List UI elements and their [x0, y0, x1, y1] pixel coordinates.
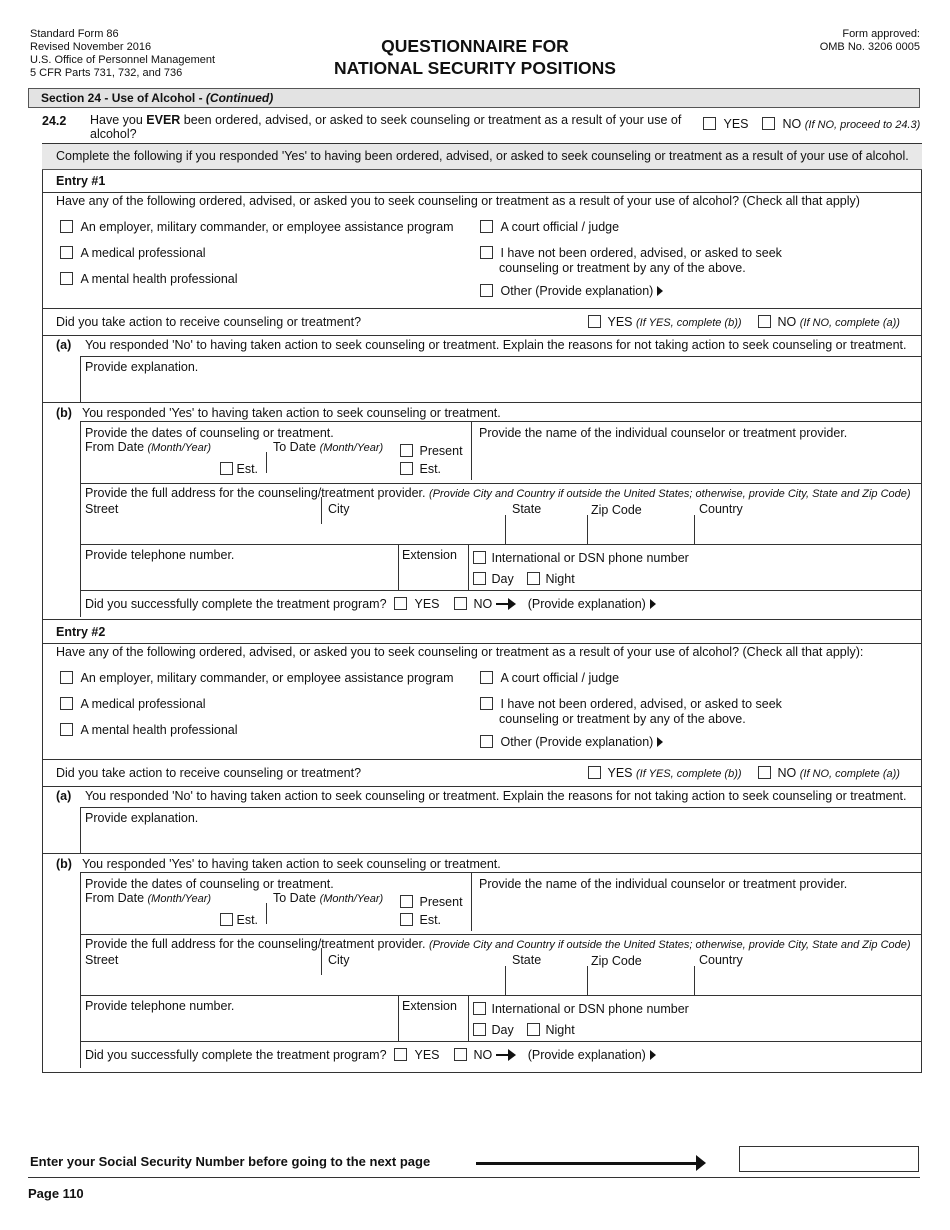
action-yes-note: (If YES, complete (b))	[635, 317, 742, 329]
present-label: Present	[419, 895, 463, 909]
option-employer	[60, 671, 454, 685]
form-number: Standard Form 86	[30, 28, 119, 40]
q-no-option	[762, 117, 920, 131]
divider	[80, 1041, 922, 1042]
from-est-checkbox[interactable]	[220, 462, 233, 475]
arrow-head-icon	[508, 598, 516, 610]
intl-option	[473, 1002, 689, 1016]
mental-label: A mental health professional	[80, 272, 238, 286]
entry-title: Entry #1	[56, 174, 106, 188]
part-a-label: (a)	[56, 789, 72, 803]
divider	[321, 497, 322, 524]
other-checkbox[interactable]	[480, 735, 493, 748]
question-text-post: been ordered, advised, or asked to seek counseling or treatment as a result of your use of alcohol?	[90, 113, 682, 141]
city-input[interactable]	[325, 522, 501, 540]
employer-checkbox[interactable]	[60, 671, 73, 684]
complete-question: Did you successfully complete the treatment program?	[85, 597, 387, 611]
action-no-note: (If NO, complete (a))	[799, 768, 900, 780]
zip-label: Zip Code	[591, 503, 642, 517]
action-question: Did you take action to receive counseling or treatment?	[56, 315, 362, 329]
approval-label: Form approved:	[842, 28, 920, 40]
intl-checkbox[interactable]	[473, 551, 486, 564]
present-option	[400, 895, 463, 909]
zip-label: Zip Code	[591, 954, 642, 968]
country-input[interactable]	[698, 973, 916, 991]
divider	[80, 356, 922, 357]
omb-number: OMB No. 3206 0005	[819, 41, 920, 53]
medical-checkbox[interactable]	[60, 697, 73, 710]
provider-name-input[interactable]	[475, 448, 915, 468]
divider	[266, 903, 267, 924]
divider	[80, 995, 922, 996]
option-medical	[60, 697, 206, 711]
divider	[80, 590, 922, 591]
day-option	[473, 572, 514, 586]
address-label	[85, 486, 911, 500]
divider	[587, 515, 588, 544]
phone-label: Provide telephone number.	[85, 548, 235, 562]
address-note: (Provide City and Country if outside the United States; otherwise, provide City, State and Zip Code)	[428, 939, 911, 951]
part-a-explanation-input[interactable]	[82, 378, 920, 398]
intl-checkbox[interactable]	[473, 1002, 486, 1015]
phone-input[interactable]	[86, 1011, 391, 1029]
divider	[694, 966, 695, 995]
to-est-checkbox[interactable]	[400, 462, 413, 475]
complete-explanation-label: (Provide explanation)	[527, 597, 646, 611]
title-line-1: QUESTIONNAIRE FOR	[381, 36, 569, 56]
option-none	[480, 246, 782, 276]
entry-question: Have any of the following ordered, advised, or asked you to seek counseling or treatment as a result of your use of alcohol? (Check all that apply):	[56, 645, 864, 659]
present-label: Present	[419, 444, 463, 458]
zip-input[interactable]	[591, 973, 690, 991]
present-checkbox[interactable]	[400, 895, 413, 908]
street-input[interactable]	[86, 522, 316, 540]
arrow-right-icon	[496, 1054, 508, 1056]
from-est-checkbox[interactable]	[220, 913, 233, 926]
to-note: (Month/Year)	[319, 893, 384, 905]
entry-divider	[42, 619, 922, 620]
address-note: (Provide City and Country if outside the United States; otherwise, provide City, State and Zip Code)	[428, 488, 911, 500]
city-label: City	[328, 953, 350, 967]
complete-no-label: NO	[473, 1048, 493, 1062]
action-no-note: (If NO, complete (a))	[799, 317, 900, 329]
divider	[80, 934, 922, 935]
from-note: (Month/Year)	[147, 442, 212, 454]
action-yes-label: YES	[607, 766, 633, 780]
option-mental	[60, 272, 238, 286]
state-label: State	[512, 502, 542, 516]
intl-option	[473, 551, 689, 565]
ssn-prompt: Enter your Social Security Number before going to the next page	[30, 1154, 431, 1169]
part-a-explanation-input[interactable]	[82, 829, 920, 849]
other-label: Other (Provide explanation)	[500, 284, 654, 298]
to-date-label	[273, 891, 383, 905]
option-medical	[60, 246, 206, 260]
page-title	[0, 35, 950, 79]
state-input[interactable]	[509, 973, 583, 991]
medical-checkbox[interactable]	[60, 246, 73, 259]
question-number: 24.2	[42, 114, 67, 128]
option-other	[480, 284, 663, 298]
form-revision: Revised November 2016	[30, 41, 152, 53]
none-checkbox[interactable]	[480, 697, 493, 710]
title-line-2: NATIONAL SECURITY POSITIONS	[334, 58, 616, 78]
provider-label: Provide the name of the individual counselor or treatment provider.	[479, 426, 848, 440]
night-label: Night	[545, 1023, 575, 1037]
divider	[42, 335, 922, 336]
part-a-explanation-label: Provide explanation.	[85, 811, 199, 825]
to-label-text: To Date	[273, 891, 320, 905]
to-est-label: Est.	[419, 462, 442, 476]
from-date-input[interactable]	[86, 460, 216, 476]
employer-label: An employer, military commander, or employee assistance program	[80, 671, 454, 685]
to-date-label	[273, 440, 383, 454]
divider	[42, 853, 922, 854]
street-input[interactable]	[86, 973, 316, 991]
none-label-1: I have not been ordered, advised, or asked to seek	[500, 697, 782, 711]
mental-checkbox[interactable]	[60, 723, 73, 736]
question-text	[90, 113, 690, 141]
mental-label: A mental health professional	[80, 723, 238, 737]
play-triangle-icon	[650, 599, 656, 609]
street-label: Street	[85, 953, 119, 967]
action-yes-option	[588, 766, 742, 780]
divider	[42, 192, 922, 193]
section-title: Section 24 - Use of Alcohol -	[41, 91, 206, 105]
divider	[80, 421, 81, 617]
complete-yes-option	[394, 597, 440, 611]
country-input[interactable]	[698, 522, 916, 540]
part-a-explanation-label: Provide explanation.	[85, 360, 199, 374]
provider-label: Provide the name of the individual counselor or treatment provider.	[479, 877, 848, 891]
divider	[505, 515, 506, 544]
other-label: Other (Provide explanation)	[500, 735, 654, 749]
address-label-text: Provide the full address for the counseling/treatment provider.	[85, 486, 429, 500]
to-est-checkbox[interactable]	[400, 913, 413, 926]
court-checkbox[interactable]	[480, 671, 493, 684]
complete-no-checkbox[interactable]	[454, 1048, 467, 1061]
option-none	[480, 697, 782, 727]
to-est-option	[400, 462, 441, 476]
part-a-text: You responded 'No' to having taken action to seek counseling or treatment. Explain the reasons for not taking action to seek counseling or treatment.	[85, 338, 907, 352]
to-label-text: To Date	[273, 440, 320, 454]
divider	[266, 452, 267, 473]
extension-input[interactable]	[402, 560, 464, 578]
none-label-2: counseling or treatment by any of the above.	[499, 712, 746, 726]
divider	[321, 948, 322, 975]
footer-divider	[28, 1177, 920, 1178]
divider	[468, 544, 469, 590]
complete-no-option	[454, 1048, 656, 1062]
divider	[471, 421, 472, 480]
street-label: Street	[85, 502, 119, 516]
complete-yes-label: YES	[414, 597, 440, 611]
court-checkbox[interactable]	[480, 220, 493, 233]
from-est-label: Est.	[236, 462, 259, 476]
action-no-label: NO	[777, 766, 797, 780]
complete-yes-checkbox[interactable]	[394, 597, 407, 610]
none-checkbox[interactable]	[480, 246, 493, 259]
none-label-2: counseling or treatment by any of the above.	[499, 261, 746, 275]
q-yes-checkbox[interactable]	[703, 117, 716, 130]
present-checkbox[interactable]	[400, 444, 413, 457]
extension-input[interactable]	[402, 1011, 464, 1029]
to-est-label: Est.	[419, 913, 442, 927]
court-label: A court official / judge	[500, 671, 620, 685]
phone-label: Provide telephone number.	[85, 999, 235, 1013]
play-triangle-icon	[657, 737, 663, 747]
city-label: City	[328, 502, 350, 516]
option-other	[480, 735, 663, 749]
employer-checkbox[interactable]	[60, 220, 73, 233]
entry-question: Have any of the following ordered, advised, or asked you to seek counseling or treatment as a result of your use of alcohol? (Check all that apply)	[56, 194, 860, 208]
action-yes-note: (If YES, complete (b))	[635, 768, 742, 780]
entry-title: Entry #2	[56, 625, 106, 639]
night-checkbox[interactable]	[527, 572, 540, 585]
arrow-right-icon	[496, 603, 508, 605]
complete-no-label: NO	[473, 597, 493, 611]
arrow-right-icon	[696, 1155, 706, 1171]
court-label: A court official / judge	[500, 220, 620, 234]
country-label: Country	[699, 953, 743, 967]
intl-label: International or DSN phone number	[491, 551, 689, 565]
action-yes-label: YES	[607, 315, 633, 329]
action-yes-checkbox[interactable]	[588, 766, 601, 779]
extension-label: Extension	[402, 999, 457, 1013]
night-option	[527, 572, 575, 586]
day-option	[473, 1023, 514, 1037]
divider	[587, 966, 588, 995]
from-label-text: From Date	[85, 891, 148, 905]
part-a-label: (a)	[56, 338, 72, 352]
divider	[42, 308, 922, 309]
ssn-arrow-line	[476, 1162, 698, 1165]
play-triangle-icon	[650, 1050, 656, 1060]
divider	[80, 872, 81, 1068]
country-label: Country	[699, 502, 743, 516]
state-input[interactable]	[509, 522, 583, 540]
q-no-checkbox[interactable]	[762, 117, 775, 130]
day-checkbox[interactable]	[473, 1023, 486, 1036]
to-note: (Month/Year)	[319, 442, 384, 454]
divider	[42, 643, 922, 644]
address-label-text: Provide the full address for the counseling/treatment provider.	[85, 937, 429, 951]
option-mental	[60, 723, 238, 737]
part-b-label: (b)	[56, 406, 72, 420]
instruction-bar: Complete the following if you responded 'Yes' to having been ordered, advised, or asked to seek counseling or treatment as a result of your use of alcohol.	[42, 144, 922, 170]
provider-name-input[interactable]	[475, 899, 915, 919]
question-text-bold: EVER	[146, 113, 181, 127]
option-employer	[60, 220, 454, 234]
action-no-option	[758, 315, 900, 329]
action-no-checkbox[interactable]	[758, 315, 771, 328]
form-approval	[820, 28, 920, 54]
day-label: Day	[491, 572, 514, 586]
page-number: Page 110	[28, 1186, 84, 1201]
from-est-label: Est.	[236, 913, 259, 927]
complete-question: Did you successfully complete the treatment program?	[85, 1048, 387, 1062]
night-checkbox[interactable]	[527, 1023, 540, 1036]
action-no-label: NO	[777, 315, 797, 329]
ssn-input[interactable]	[739, 1146, 919, 1172]
city-input[interactable]	[325, 973, 501, 991]
q-yes-label: YES	[723, 117, 749, 131]
complete-yes-label: YES	[414, 1048, 440, 1062]
employer-label: An employer, military commander, or employee assistance program	[80, 220, 454, 234]
to-est-option	[400, 913, 441, 927]
present-option	[400, 444, 463, 458]
q-no-note: (If NO, proceed to 24.3)	[804, 119, 921, 131]
dates-label: Provide the dates of counseling or treatment.	[85, 426, 334, 440]
question-text-pre: Have you	[90, 113, 147, 127]
part-a-text: You responded 'No' to having taken action to seek counseling or treatment. Explain the reasons for not taking action to seek counseling or treatment.	[85, 789, 907, 803]
action-yes-option	[588, 315, 742, 329]
divider	[80, 544, 922, 545]
to-date-input[interactable]	[270, 460, 395, 476]
play-triangle-icon	[657, 286, 663, 296]
section-header	[28, 88, 920, 108]
complete-no-option	[454, 597, 656, 611]
form-regulation: 5 CFR Parts 731, 732, and 736	[30, 67, 183, 79]
action-no-checkbox[interactable]	[758, 766, 771, 779]
divider	[42, 402, 922, 403]
divider	[42, 759, 922, 760]
complete-yes-option	[394, 1048, 440, 1062]
option-court	[480, 220, 619, 234]
divider	[80, 807, 922, 808]
from-est-option	[220, 462, 258, 476]
extension-label: Extension	[402, 548, 457, 562]
dates-label: Provide the dates of counseling or treatment.	[85, 877, 334, 891]
divider	[80, 807, 81, 853]
divider	[694, 515, 695, 544]
divider	[80, 421, 922, 422]
complete-explanation-label: (Provide explanation)	[527, 1048, 646, 1062]
none-label-1: I have not been ordered, advised, or asked to seek	[500, 246, 782, 260]
action-yes-checkbox[interactable]	[588, 315, 601, 328]
divider	[80, 872, 922, 873]
from-date-input[interactable]	[86, 911, 216, 927]
divider	[80, 356, 81, 402]
part-b-label: (b)	[56, 857, 72, 871]
night-label: Night	[545, 572, 575, 586]
divider	[42, 786, 922, 787]
mental-checkbox[interactable]	[60, 272, 73, 285]
action-no-option	[758, 766, 900, 780]
day-label: Day	[491, 1023, 514, 1037]
day-checkbox[interactable]	[473, 572, 486, 585]
part-b-text: You responded 'Yes' to having taken action to seek counseling or treatment.	[82, 406, 501, 420]
from-note: (Month/Year)	[147, 893, 212, 905]
state-label: State	[512, 953, 542, 967]
medical-label: A medical professional	[80, 697, 206, 711]
address-label	[85, 937, 911, 951]
q-no-label: NO	[782, 117, 802, 131]
section-title-suffix: (Continued)	[205, 91, 274, 105]
action-question: Did you take action to receive counseling or treatment?	[56, 766, 362, 780]
divider	[80, 483, 922, 484]
complete-no-checkbox[interactable]	[454, 597, 467, 610]
from-est-option	[220, 913, 258, 927]
divider	[505, 966, 506, 995]
divider	[398, 995, 399, 1041]
phone-input[interactable]	[86, 560, 391, 578]
q-yes-option	[703, 117, 749, 131]
divider	[471, 872, 472, 931]
option-court	[480, 671, 619, 685]
arrow-head-icon	[508, 1049, 516, 1061]
intl-label: International or DSN phone number	[491, 1002, 689, 1016]
to-date-input[interactable]	[270, 911, 395, 927]
from-label-text: From Date	[85, 440, 148, 454]
divider	[398, 544, 399, 590]
medical-label: A medical professional	[80, 246, 206, 260]
other-checkbox[interactable]	[480, 284, 493, 297]
divider	[468, 995, 469, 1041]
form-agency: U.S. Office of Personnel Management	[30, 54, 216, 66]
complete-yes-checkbox[interactable]	[394, 1048, 407, 1061]
zip-input[interactable]	[591, 522, 690, 540]
part-b-text: You responded 'Yes' to having taken action to seek counseling or treatment.	[82, 857, 501, 871]
night-option	[527, 1023, 575, 1037]
